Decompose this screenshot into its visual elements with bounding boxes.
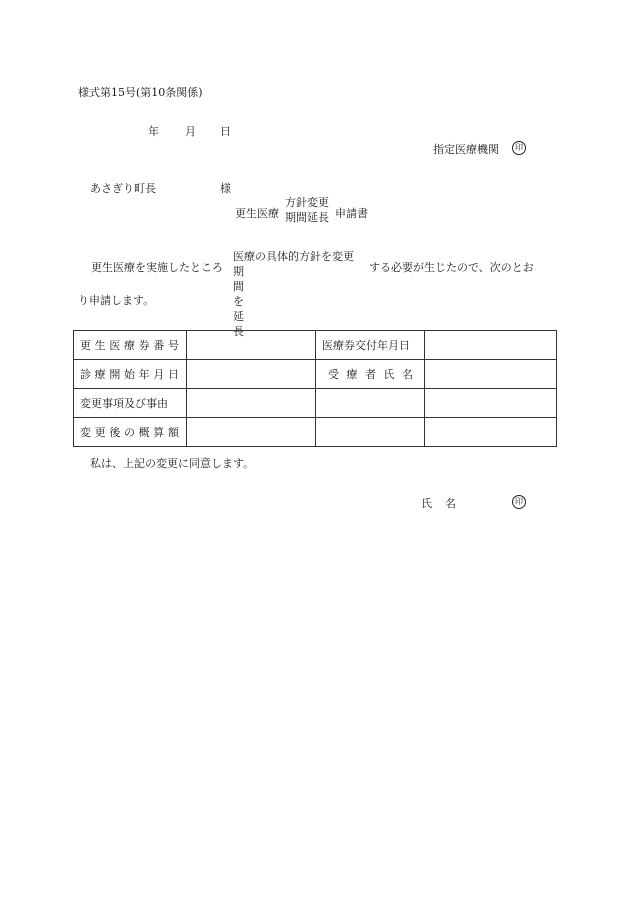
label-char: 後 [109, 426, 122, 439]
value-cell[interactable] [187, 360, 316, 389]
date-day-label: 日 [220, 125, 231, 138]
body-text-before: 更生医療を実施したところ [91, 261, 223, 274]
body-option-char: 延 [233, 310, 244, 323]
value-cell[interactable] [425, 418, 557, 447]
value-cell[interactable] [316, 418, 425, 447]
title-prefix: 更生医療 [235, 207, 279, 220]
label-char: 号 [167, 339, 180, 352]
form-number: 様式第15号(第10条関係) [78, 86, 203, 99]
label-char: 番 [153, 339, 166, 352]
value-cell[interactable] [425, 360, 557, 389]
table-label-cell [74, 360, 187, 389]
body-option-period-extension [233, 264, 367, 339]
value-cell[interactable] [187, 389, 316, 418]
application-table [73, 330, 557, 447]
value-cell[interactable] [425, 331, 557, 360]
table-label-cell [316, 331, 425, 360]
body-option-char: を [233, 295, 244, 308]
label-char: 算 [153, 426, 166, 439]
consent-text: 私は、上記の変更に同意します。 [90, 457, 255, 470]
label-char: 開 [109, 368, 122, 381]
row-label: 医療券交付年月日 [322, 339, 410, 352]
table-label-cell [74, 389, 187, 418]
label-char: 始 [123, 368, 136, 381]
table-row [74, 331, 557, 360]
table-label-cell [316, 360, 425, 389]
label-char: 変 [80, 426, 92, 439]
row-label [80, 424, 180, 440]
table-row [74, 389, 557, 418]
title-options [285, 195, 329, 225]
label-char: 療 [123, 339, 136, 352]
label-char: 概 [138, 426, 151, 439]
body-options [233, 249, 367, 339]
row-label: 受 療 者 氏 名 [328, 368, 415, 381]
label-char: 更 [94, 426, 107, 439]
body-option-char: 間 [233, 280, 244, 293]
label-char: 額 [167, 426, 180, 439]
body-option-char: 期 [233, 265, 244, 278]
value-cell[interactable] [187, 418, 316, 447]
table-row [74, 360, 557, 389]
body-option-char: 長 [233, 325, 244, 338]
label-char: 券 [138, 339, 151, 352]
table-label-cell [74, 418, 187, 447]
title-option-period-extension: 期間延長 [285, 211, 329, 224]
institution-seal: 印 [512, 141, 526, 155]
label-char: 更 [80, 339, 92, 352]
title-suffix: 申請書 [335, 207, 368, 220]
label-char: 療 [94, 368, 107, 381]
row-label: 変更事項及び事由 [80, 397, 168, 410]
label-char: 診 [80, 368, 92, 381]
label-char: 年 [138, 368, 151, 381]
signature-label-name: 名 [445, 497, 456, 510]
body-option-policy-change: 医療の具体的方針を変更 [233, 250, 354, 263]
table-row [74, 418, 557, 447]
row-label [80, 366, 180, 382]
institution-label: 指定医療機関 [433, 143, 499, 156]
body-text-after: する必要が生じたので、次のとお [369, 261, 534, 274]
label-char: 医 [109, 339, 122, 352]
title-option-policy-change: 方針変更 [285, 196, 329, 209]
row-label [80, 337, 180, 353]
addressee-honorific: 様 [220, 182, 231, 195]
label-char: 生 [94, 339, 107, 352]
value-cell[interactable] [187, 331, 316, 360]
date-month-label: 月 [185, 125, 196, 138]
body-line-2: り申請します。 [78, 294, 155, 307]
value-cell[interactable] [316, 389, 425, 418]
table-label-cell [74, 331, 187, 360]
signature-label-surname: 氏 [421, 497, 432, 510]
date-year-label: 年 [148, 125, 159, 138]
label-char: 日 [167, 368, 180, 381]
signature-seal: 印 [512, 495, 526, 509]
addressee-name: あさぎり町長 [90, 182, 156, 195]
label-char: 月 [153, 368, 166, 381]
value-cell[interactable] [425, 389, 557, 418]
label-char: の [123, 426, 136, 439]
